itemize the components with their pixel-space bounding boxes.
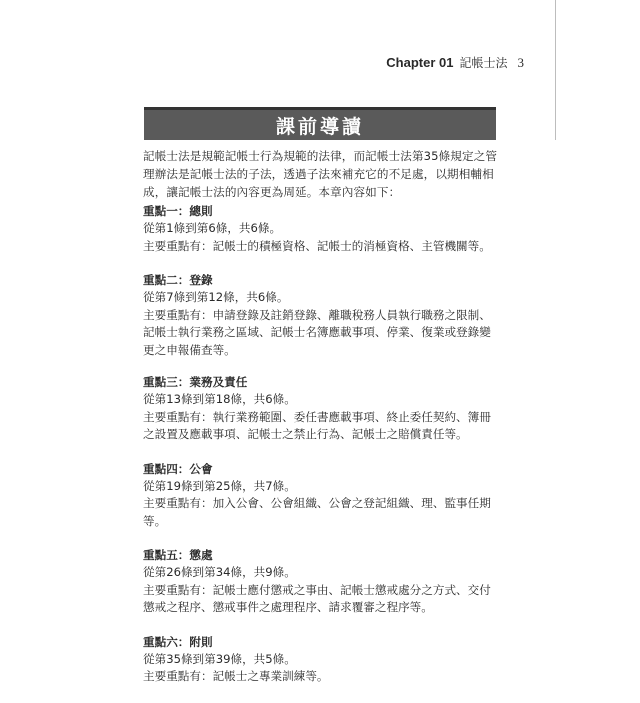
key-point-6 xyxy=(143,634,499,686)
key-point-3 xyxy=(143,374,499,444)
key-point-range: 從第13條到第18條，共6條。 xyxy=(143,392,296,406)
key-point-focus: 主要重點有：申請登錄及註銷登錄、離職稅務人員執行職務之限制、記帳士執行業務之區域、記帳士名簿應載事項、停業、復業或登錄變更之申報備查等。 xyxy=(143,307,491,357)
key-point-range: 從第35條到第39條，共5條。 xyxy=(143,651,296,666)
key-point-heading: 重點五：懲處 xyxy=(143,548,213,562)
key-point-focus: 主要重點有：加入公會、公會組織、公會之登記組織、理、監事任期等。 xyxy=(143,496,491,528)
key-point-heading: 重點一：總則 xyxy=(143,204,213,218)
key-point-range: 從第7條到第12條，共6條。 xyxy=(143,290,289,304)
running-head xyxy=(386,54,524,71)
key-point-heading: 重點四：公會 xyxy=(143,461,213,476)
page-number: 3 xyxy=(517,55,524,70)
section-banner xyxy=(144,107,496,140)
banner-title: 課前導讀 xyxy=(275,115,364,138)
key-point-heading: 重點六：附則 xyxy=(143,634,213,649)
key-point-focus: 主要重點有：執行業務範圍、委任書應載事項、終止委任契約、簿冊之設置及應載事項、記帳士之禁止行為、記帳士之賠償責任等。 xyxy=(143,409,491,441)
key-point-focus: 主要重點有：記帳士應付懲戒之事由、記帳士懲戒處分之方式、交付懲戒之程序、懲戒事件之處理程序、請求覆審之程序等。 xyxy=(143,582,491,614)
key-point-1 xyxy=(143,203,499,255)
key-point-range: 從第19條到第25條，共7條。 xyxy=(143,478,296,493)
intro-paragraph: 記帳士法是規範記帳士行為規範的法律，而記帳士法第35條規定之管理辦法是記帳士法的子法，透過子法來補充它的不足處，以期相輔相成，讓記帳士法的內容更為周延。本章內容如下： xyxy=(143,149,498,199)
key-point-heading: 重點二：登錄 xyxy=(143,273,213,287)
chapter-label: Chapter 01 xyxy=(386,55,454,70)
key-point-focus: 主要重點有：記帳士之專業訓練等。 xyxy=(143,669,329,683)
margin-rule xyxy=(555,0,556,140)
key-points-list xyxy=(143,203,499,703)
key-point-5 xyxy=(143,547,499,617)
key-point-range: 從第26條到第34條，共9條。 xyxy=(143,565,296,579)
key-point-2 xyxy=(143,272,499,359)
key-point-range: 從第1條到第6條，共6條。 xyxy=(143,221,282,235)
key-point-focus: 主要重點有：記帳士的積極資格、記帳士的消極資格、主管機關等。 xyxy=(143,238,491,253)
chapter-title: 記帳士法 xyxy=(459,56,508,70)
key-point-heading: 重點三：業務及責任 xyxy=(143,375,248,389)
key-point-4 xyxy=(143,461,499,531)
